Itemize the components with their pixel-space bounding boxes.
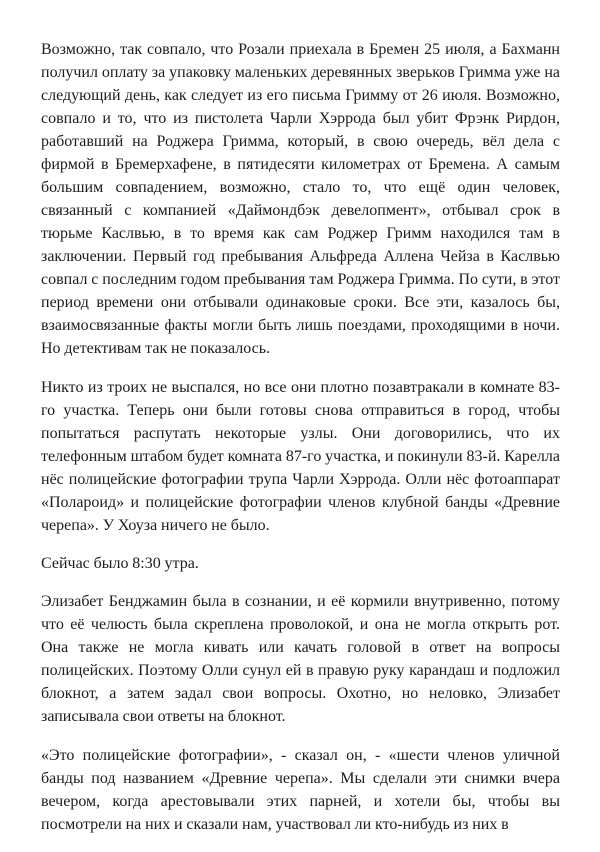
paragraph: Сейчас было 8:30 утра. — [41, 555, 199, 572]
paragraph: Никто из троих не выспался, но все они плотно позавтракали в комнате 83-го участка. Теперь они были готовы снова отправиться в город, чтобы попытаться распутать некоторые узлы. Они договорились, что их телефонным штабом будет комната 87-го участка, и покинули 83-й. Карелла нёс полицейские фотографии трупа Чарли Хэррода. Олли нёс фотоаппарат «Полароид» и полицейские фотографии членов клубной банды «Древние черепа». У Хоуза ничего не было. — [41, 379, 560, 534]
paragraph: Элизабет Бенджамин была в сознании, и её кормили внутривенно, потому что её челюсть была скреплена проволокой, и она не могла открыть рот. Она также не могла кивать или качать головой в ответ на вопросы полицейских. Поэтому Олли сунул ей в правую руку карандаш и подложил блокнот, а затем задал свои вопросы. Охотно, но неловко, Элизабет записывала свои ответы на блокнот. — [41, 593, 560, 725]
document-page — [41, 38, 560, 836]
paragraph: «Это полицейские фотографии», - сказал он, - «шести членов уличной банды под названием «Древние черепа». Мы сделали эти снимки вчера вечером, когда арестовывали этих парней, и хотели бы, чтобы вы посмотрели на них и сказали нам, участвовал ли кто-нибудь из них в — [41, 747, 560, 833]
paragraph: Возможно, так совпало, что Розали приехала в Бремен 25 июля, а Бахманн получил оплату за упаковку маленьких деревянных зверьков Гримма уже на следующий день, как следует из его письма Гримму от 26 июля. Возможно, совпало и то, что из пистолета Чарли Хэррода был убит Фрэнк Рирдон, работавший на Роджера Гримма, который, в свою очередь, вёл дела с фирмой в Бремерхафене, в пятидесяти километрах от Бремена. А самым большим совпадением, возможно, стало то, что ещё один человек, связанный с компанией «Даймондбэк девелопмент», отбывал срок в тюрьме Каслвью, в то время как сам Роджер Гримм находился там в заключении. Первый год пребывания Альфреда Аллена Чейза в Каслвью совпал с последним годом пребывания там Роджера Гримма. По сути, в этот период времени они отбывали одинаковые сроки. Все эти, казалось бы, взаимосвязанные факты могли быть лишь поездами, проходящими в ночи. Но детективам так не показалось. — [41, 41, 560, 357]
